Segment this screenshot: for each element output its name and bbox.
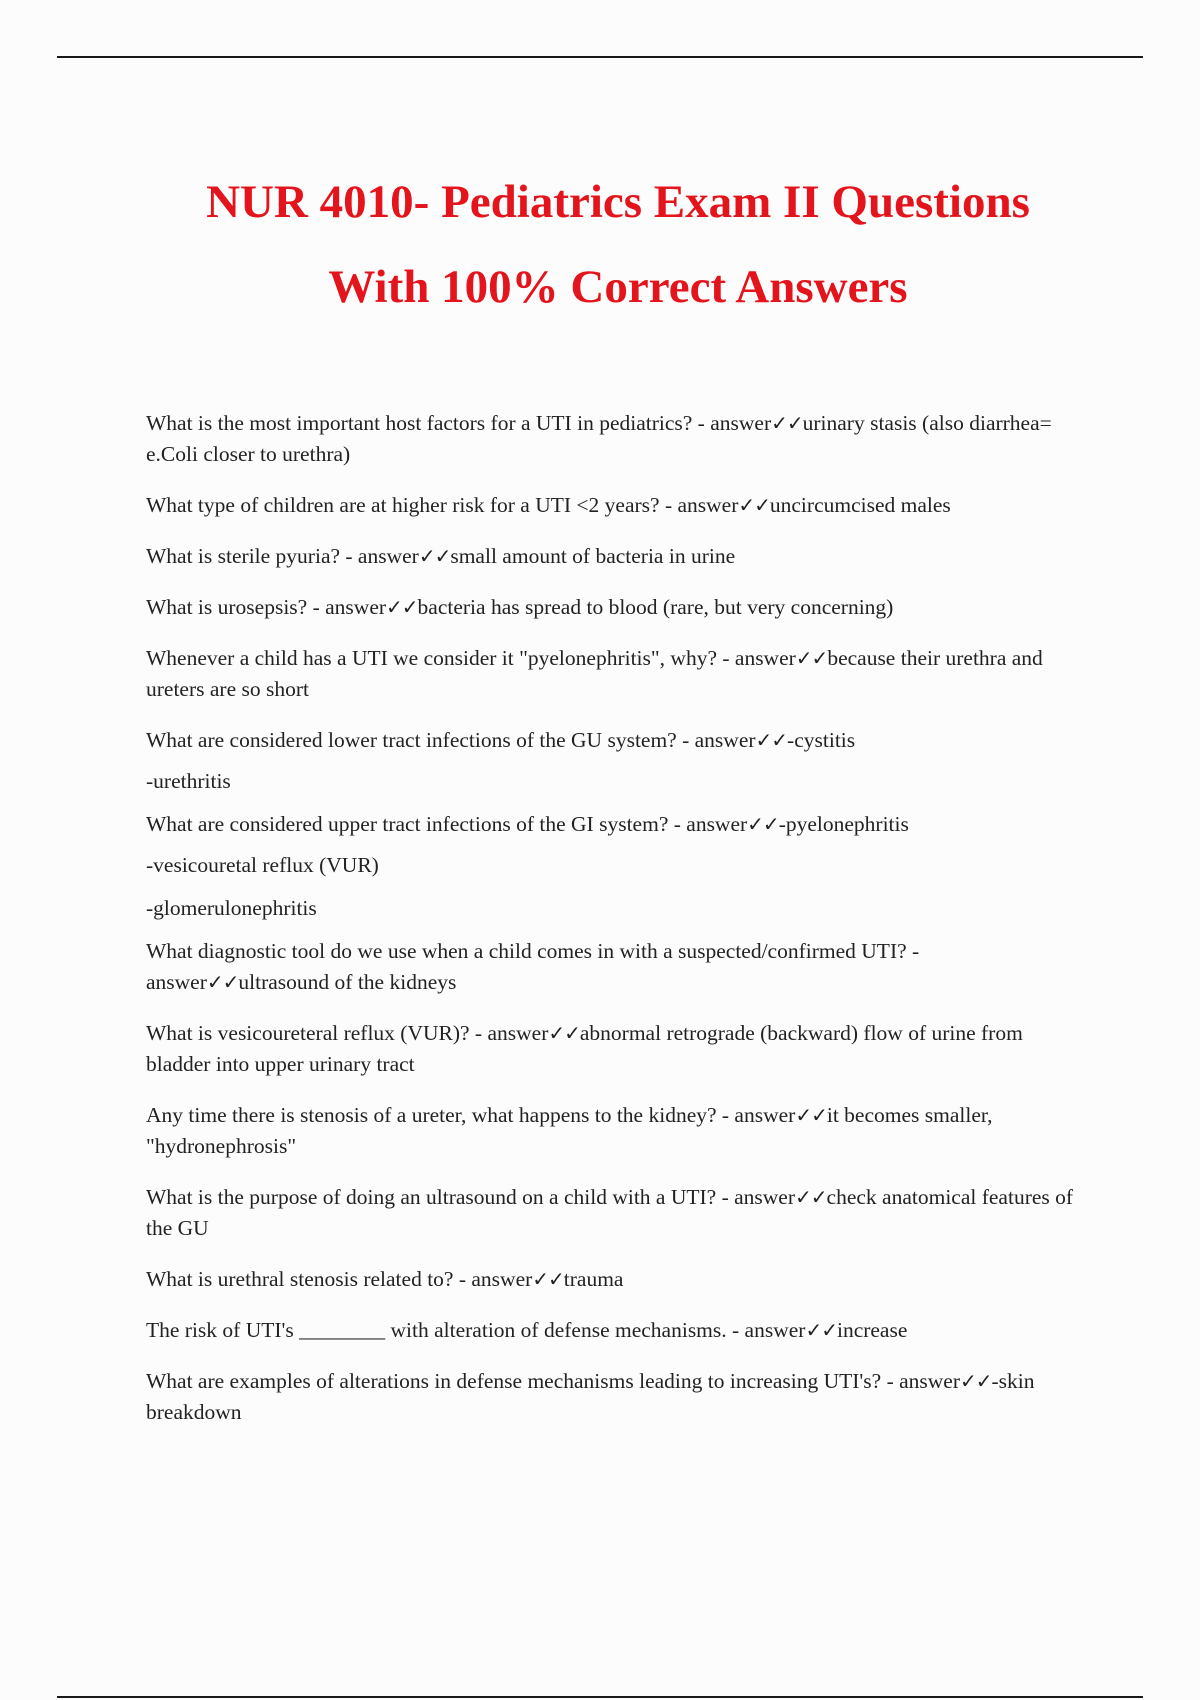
answer-text: bacteria has spread to blood (rare, but very concerning): [417, 595, 894, 619]
question-text: Whenever a child has a UTI we consider it "pyelonephritis", why? - answer: [146, 646, 796, 670]
check-mark-icon: ✓✓: [532, 1267, 564, 1291]
qa-item: [146, 490, 1091, 521]
qa-item: [146, 936, 1091, 998]
qa-item: [146, 592, 1091, 623]
qa-item: [146, 408, 1091, 470]
answer-text: increase: [836, 1318, 908, 1342]
answer-text: ultrasound of the kidneys: [238, 970, 457, 994]
check-mark-icon: ✓✓: [548, 1021, 580, 1045]
check-mark-icon: ✓✓: [771, 411, 803, 435]
title-line-1: NUR 4010- Pediatrics Exam II Questions: [206, 176, 1030, 228]
check-mark-icon: ✓✓: [206, 970, 239, 994]
answer-text: trauma: [563, 1267, 624, 1291]
answer-text: uncircumcised males: [769, 493, 951, 517]
question-text: What is the most important host factors for a UTI in pediatrics? - answer: [146, 411, 772, 435]
question-text: What are considered lower tract infections of the GU system? - answer: [146, 728, 756, 752]
answer-text: abnormal retrograde (backward) flow of urine from bladder into upper urinary tract: [146, 1021, 1023, 1076]
question-text: What are considered upper tract infections of the GI system? - answer: [146, 812, 748, 836]
check-mark-icon: ✓✓: [418, 544, 451, 568]
qa-item: [146, 643, 1091, 705]
qa-item: [146, 725, 1091, 756]
answer-text: -cystitis: [787, 728, 856, 752]
qa-item: [146, 809, 1091, 840]
answer-text: -pyelonephritis: [778, 812, 909, 836]
question-text: What diagnostic tool do we use when a child comes in with a suspected/confirmed UTI? - answer: [146, 939, 920, 994]
check-mark-icon: ✓✓: [747, 812, 779, 836]
answer-text: -skin breakdown: [146, 1369, 1035, 1424]
answer-text: small amount of bacteria in urine: [450, 544, 736, 568]
check-mark-icon: ✓✓: [738, 493, 770, 517]
answer-list-line: -urethritis: [146, 769, 231, 793]
footer-rule: [57, 1696, 1143, 1698]
answer-text: check anatomical features of the GU: [146, 1185, 1074, 1240]
question-text: Any time there is stenosis of a ureter, what happens to the kidney? - answer: [146, 1103, 796, 1127]
check-mark-icon: ✓✓: [795, 1103, 827, 1127]
question-text: What is urethral stenosis related to? - answer: [146, 1267, 533, 1291]
question-text: The risk of UTI's ________ with alteration of defense mechanisms. - answer: [146, 1318, 806, 1342]
check-mark-icon: ✓✓: [795, 1185, 827, 1209]
answer-list-line: -vesicouretal reflux (VUR): [146, 853, 379, 877]
answer-text: it becomes smaller, "hydronephrosis": [146, 1103, 993, 1158]
question-text: What is vesicoureteral reflux (VUR)? - answer: [146, 1021, 549, 1045]
check-mark-icon: ✓✓: [805, 1318, 837, 1342]
qa-list: [146, 408, 1091, 1448]
check-mark-icon: ✓✓: [386, 595, 418, 619]
answer-text: urinary stasis (also diarrhea= e.Coli closer to urethra): [146, 411, 1052, 466]
question-text: What is the purpose of doing an ultrasound on a child with a UTI? - answer: [146, 1185, 796, 1209]
check-mark-icon: ✓✓: [960, 1369, 992, 1393]
qa-item: [146, 1018, 1091, 1080]
check-mark-icon: ✓✓: [755, 728, 788, 752]
title-line-2: With 100% Correct Answers: [328, 261, 908, 313]
qa-item: [146, 1100, 1091, 1162]
answer-list-line: -glomerulonephritis: [146, 896, 317, 920]
qa-item: [146, 1264, 1091, 1295]
question-text: What is sterile pyuria? - answer: [146, 544, 419, 568]
qa-item: [146, 1366, 1091, 1428]
check-mark-icon: ✓✓: [795, 646, 828, 670]
qa-item: [146, 1315, 1091, 1346]
header-rule: [57, 56, 1143, 58]
question-text: What are examples of alterations in defense mechanisms leading to increasing UTI's? - answer: [146, 1369, 960, 1393]
qa-item: [146, 541, 1091, 572]
document-title: [0, 160, 1200, 330]
answer-text: because their urethra and ureters are so short: [146, 646, 1043, 701]
question-text: What is urosepsis? - answer: [146, 595, 387, 619]
qa-item: [146, 1182, 1091, 1244]
question-text: What type of children are at higher risk for a UTI <2 years? - answer: [146, 493, 739, 517]
